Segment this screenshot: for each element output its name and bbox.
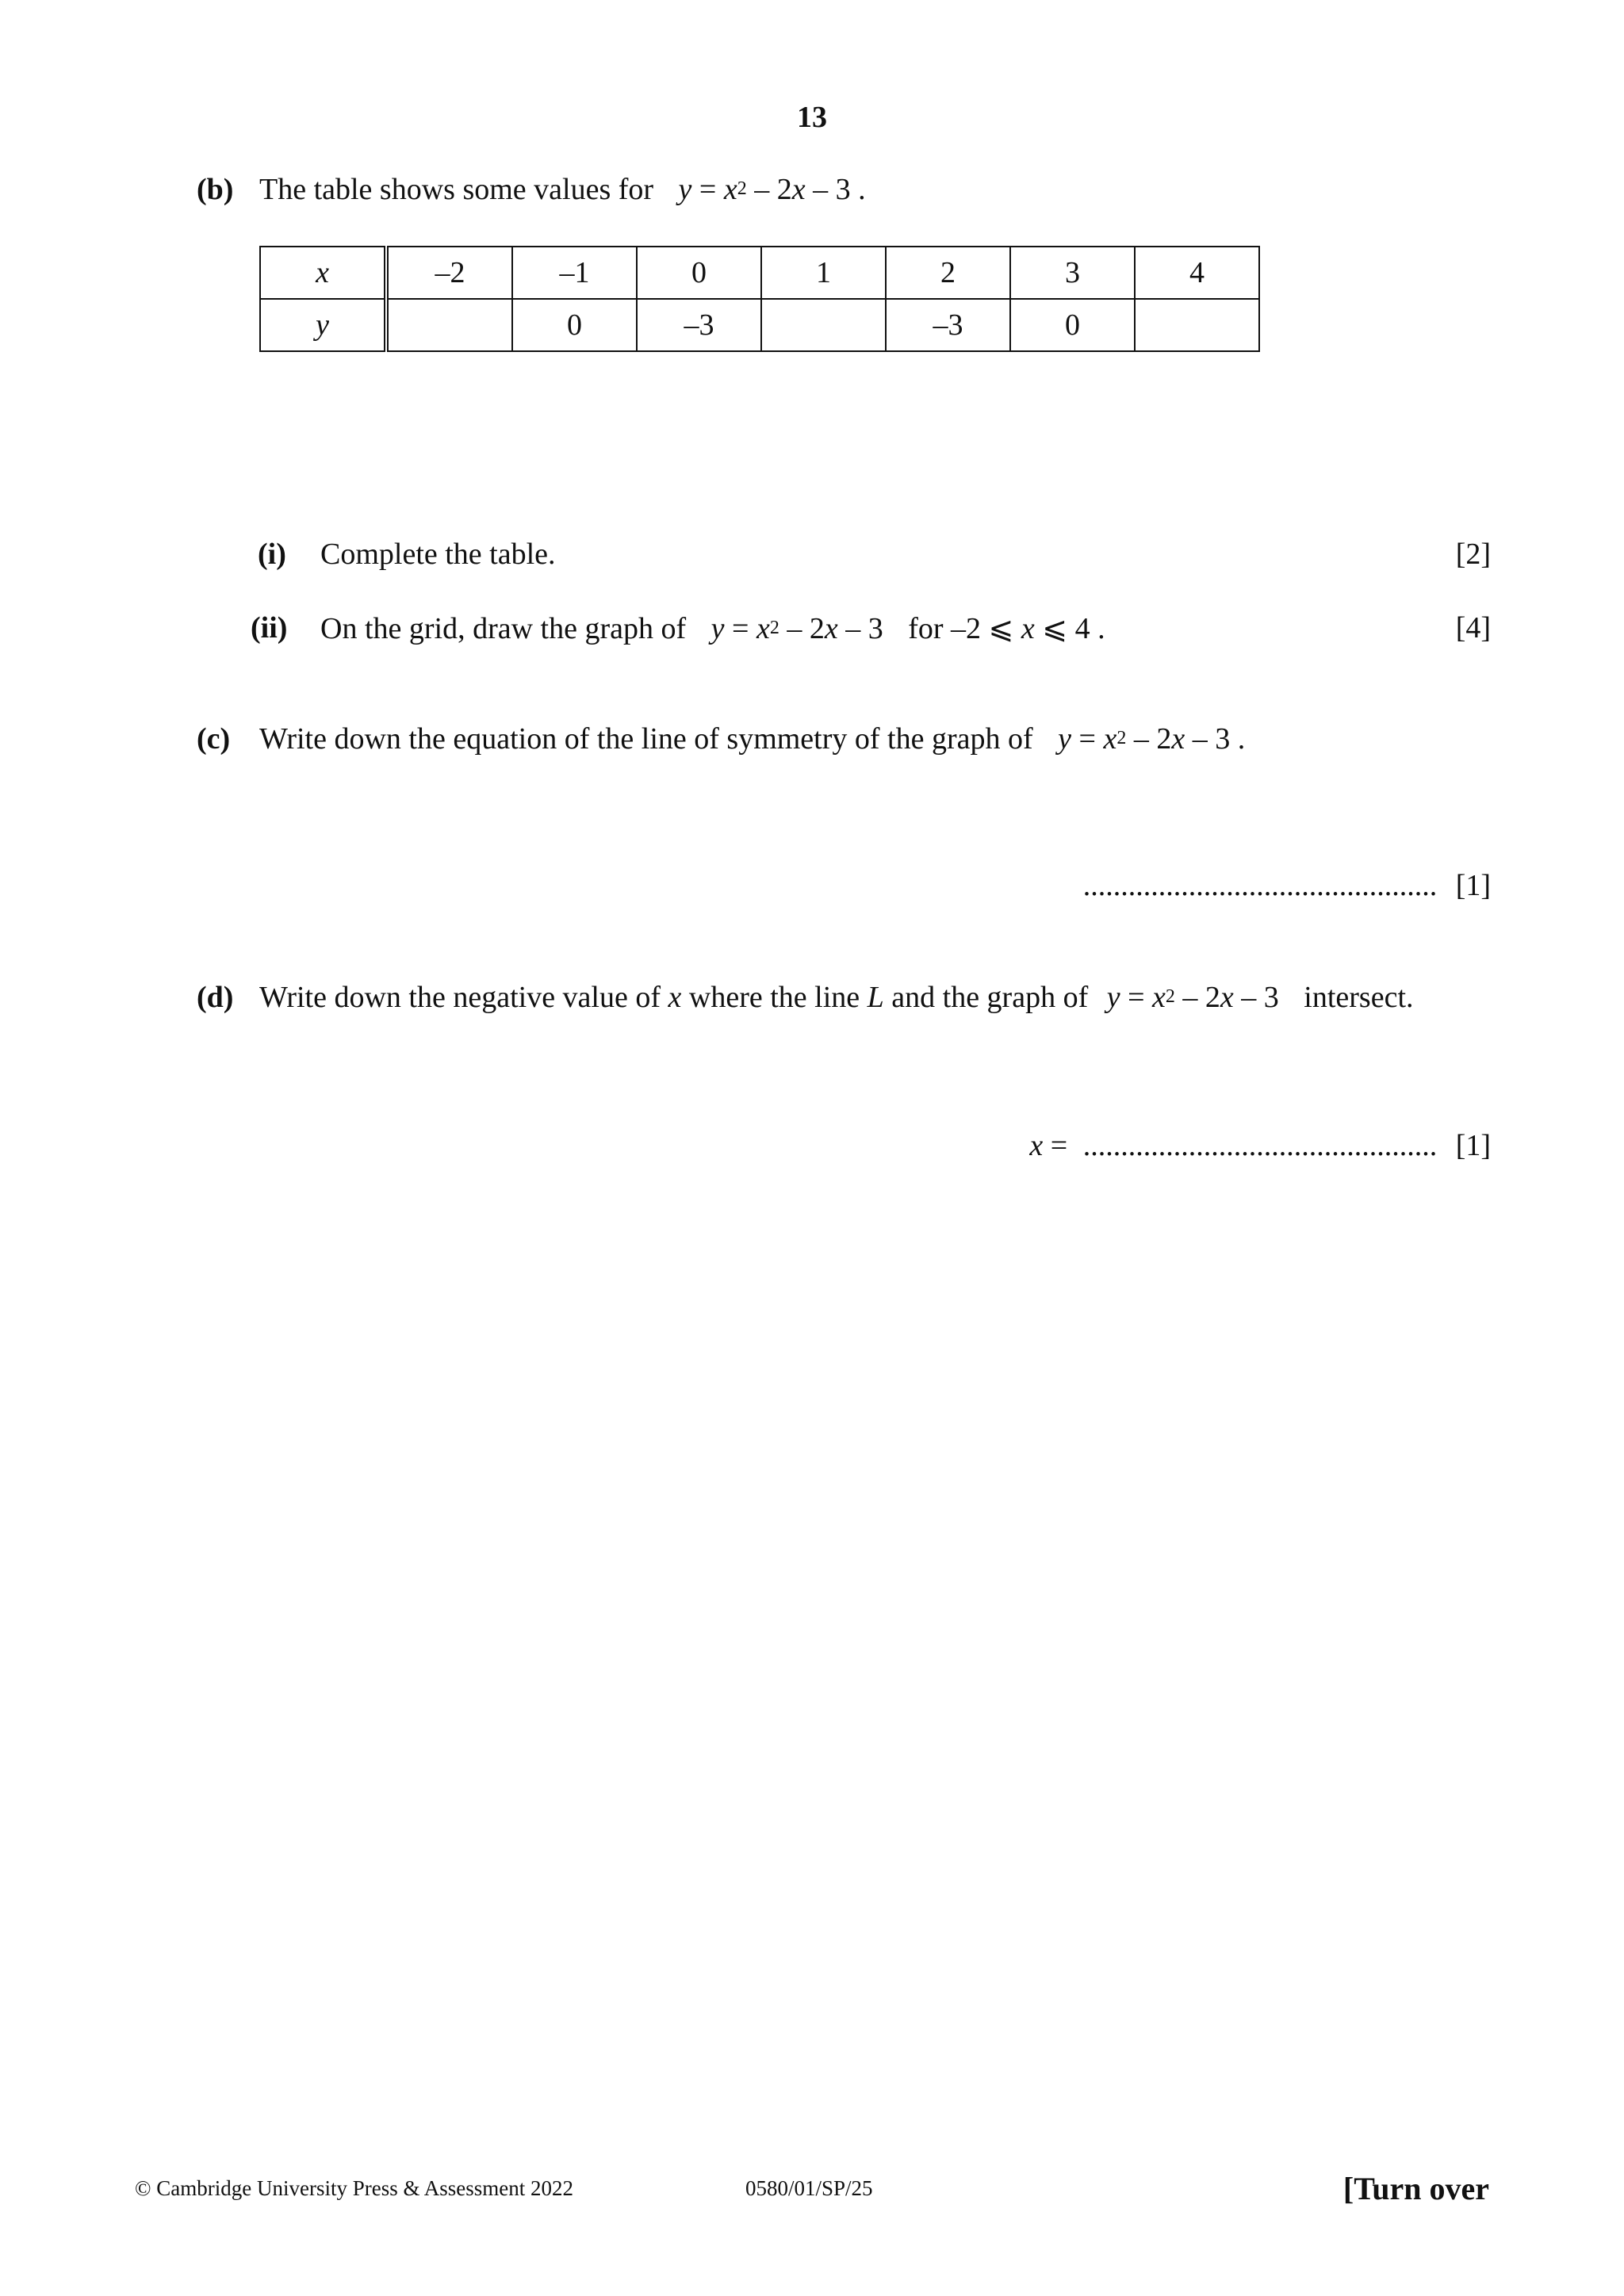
part-b-i-label: (i) bbox=[258, 538, 286, 571]
part-d-answer-dots: ............................................... bbox=[1082, 1129, 1438, 1162]
table-cell-y-input[interactable] bbox=[1135, 299, 1259, 351]
part-b-ii-text bbox=[320, 610, 1105, 646]
table-cell-y-input[interactable] bbox=[386, 299, 512, 351]
table-cell-y: –3 bbox=[637, 299, 761, 351]
table-cell-x: –2 bbox=[386, 247, 512, 299]
part-b-text bbox=[259, 172, 866, 207]
part-c-answer-dots: ............................................... bbox=[1082, 869, 1438, 902]
table-cell-x: 4 bbox=[1135, 247, 1259, 299]
values-table bbox=[259, 246, 1260, 352]
part-c-text: Write down the equation of the line of symmetry of the graph of $y = x^2 - 2x - 3$ . bbox=[259, 722, 1246, 756]
part-d-text: Write down the negative value of x where the line L and the graph of $y = x^2 - 2x - 3$ intersect. bbox=[259, 981, 1414, 1014]
part-d-equation: $y = x^2 - 2x - 3$ bbox=[1106, 981, 1279, 1014]
table-cell-x: 3 bbox=[1010, 247, 1135, 299]
table-cell-x: –1 bbox=[512, 247, 637, 299]
part-d-answer-eq: = bbox=[1050, 1129, 1068, 1162]
table-header-y: y bbox=[260, 299, 386, 351]
part-b-ii-intro: On the grid, draw the graph of bbox=[320, 612, 687, 645]
table-cell-y-input[interactable] bbox=[761, 299, 886, 351]
table-cell-y: 0 bbox=[1010, 299, 1135, 351]
part-b-equation: $y = x^2 - 2x - 3$ bbox=[678, 173, 851, 206]
part-d-answer-var: x bbox=[1029, 1129, 1044, 1162]
part-c-equation: $y = x^2 - 2x - 3$ bbox=[1058, 722, 1231, 756]
part-b-intro: The table shows some values for bbox=[259, 173, 654, 206]
part-b-period: . bbox=[858, 173, 866, 206]
part-b-i-marks: [2] bbox=[1455, 538, 1491, 571]
part-b-ii-equation: $y = x^2 - 2x - 3$ bbox=[710, 612, 883, 645]
table-cell-x: 2 bbox=[886, 247, 1010, 299]
part-b-ii-marks: [4] bbox=[1455, 611, 1491, 645]
table-header-x: x bbox=[260, 247, 386, 299]
part-c-answer-line[interactable] bbox=[1083, 868, 1491, 903]
turn-over-label: [Turn over bbox=[1342, 2171, 1489, 2206]
table-cell-y: –3 bbox=[886, 299, 1010, 351]
table-cell-x: 0 bbox=[637, 247, 761, 299]
part-d-label: (d) bbox=[197, 981, 234, 1014]
part-d-answer-line[interactable] bbox=[1029, 1128, 1491, 1163]
page-number: 13 bbox=[797, 101, 827, 134]
table-cell-y: 0 bbox=[512, 299, 637, 351]
footer-code: 0580/01/SP/25 bbox=[745, 2176, 873, 2200]
part-c-question: Write down the equation of the line of symmetry of the graph of bbox=[259, 722, 1033, 756]
part-b-ii-label: (ii) bbox=[251, 611, 288, 645]
table-row-x bbox=[260, 247, 1259, 299]
part-c-label: (c) bbox=[197, 722, 231, 756]
table-cell-x: 1 bbox=[761, 247, 886, 299]
table-row-y bbox=[260, 299, 1259, 351]
part-d-marks: [1] bbox=[1455, 1129, 1491, 1162]
part-b-label: (b) bbox=[197, 173, 234, 206]
part-b-i-text: Complete the table. bbox=[320, 538, 556, 571]
part-c-marks: [1] bbox=[1455, 869, 1491, 902]
footer-copyright: © Cambridge University Press & Assessment 2022 bbox=[135, 2176, 573, 2200]
part-b-ii-range: for –2 ⩽ x ⩽ 4 . bbox=[908, 612, 1105, 645]
